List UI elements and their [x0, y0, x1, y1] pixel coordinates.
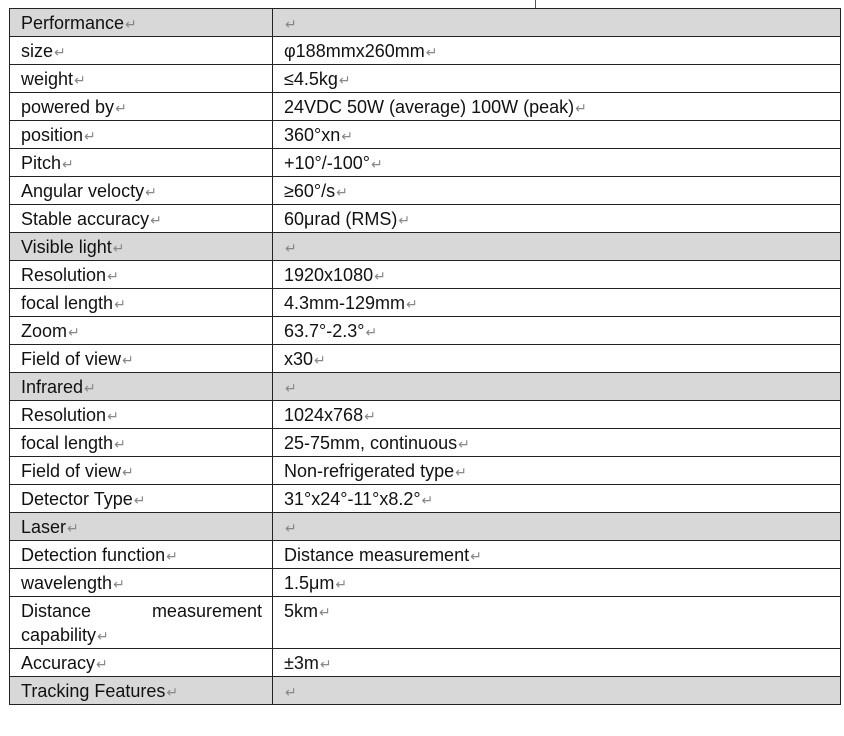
spec-value-text: 1920x1080	[284, 265, 374, 285]
table-row	[10, 149, 841, 177]
paragraph-mark-icon: ↵	[74, 72, 86, 88]
section-row-laser	[10, 513, 841, 541]
spec-value-text: x30	[284, 349, 314, 369]
paragraph-mark-icon: ↵	[68, 324, 80, 340]
table-row	[10, 597, 841, 649]
paragraph-mark-icon: ↵	[335, 576, 348, 592]
spec-value-text: 4.3mm-129mm	[284, 293, 406, 313]
spec-label	[10, 65, 273, 93]
spec-label-text: focal length	[21, 293, 114, 313]
paragraph-mark-icon: ↵	[421, 492, 434, 508]
spec-label-text: powered by	[21, 97, 115, 117]
spec-value	[273, 289, 841, 317]
spec-value	[273, 65, 841, 93]
paragraph-mark-icon: ↵	[364, 408, 376, 424]
paragraph-mark-icon: ↵	[62, 156, 74, 172]
spec-value	[273, 345, 841, 373]
spec-value-text: 60μrad (RMS)	[284, 209, 398, 229]
paragraph-mark-icon: ↵	[338, 72, 351, 88]
paragraph-mark-icon: ↵	[285, 240, 297, 256]
spec-value-text: 24VDC 50W (average) 100W (peak)	[284, 97, 575, 117]
spec-value-text: 31°x24°-11°x8.2°	[284, 489, 421, 509]
paragraph-mark-icon: ↵	[406, 296, 418, 312]
table-row	[10, 485, 841, 513]
spec-value-text: 25-75mm, continuous	[284, 433, 458, 453]
spec-label-text: Infrared	[21, 377, 84, 397]
paragraph-mark-icon: ↵	[370, 156, 383, 172]
paragraph-mark-icon: ↵	[113, 576, 125, 592]
paragraph-mark-icon: ↵	[112, 240, 125, 256]
spec-label-text: size	[21, 41, 54, 61]
paragraph-mark-icon: ↵	[458, 436, 470, 452]
paragraph-mark-icon: ↵	[84, 380, 96, 396]
section-row-infrared	[10, 373, 841, 401]
paragraph-mark-icon: ↵	[319, 604, 331, 620]
spec-value-text: Distance measurement	[284, 545, 470, 565]
spec-label	[10, 541, 273, 569]
spec-label-text: Detector Type	[21, 489, 133, 509]
paragraph-mark-icon: ↵	[470, 548, 482, 564]
table-row	[10, 289, 841, 317]
spec-label	[10, 597, 273, 649]
spec-value	[273, 677, 841, 705]
paragraph-mark-icon: ↵	[374, 268, 386, 284]
spec-value	[273, 485, 841, 513]
paragraph-mark-icon: ↵	[336, 184, 348, 200]
spec-label	[10, 401, 273, 429]
paragraph-mark-icon: ↵	[575, 100, 587, 116]
paragraph-mark-icon: ↵	[107, 268, 119, 284]
spec-value	[273, 401, 841, 429]
spec-label-text: Detection function	[21, 545, 166, 565]
paragraph-mark-icon: ↵	[425, 44, 438, 60]
spec-value-text: 1024x768	[284, 405, 364, 425]
spec-label-text: Resolution	[21, 265, 107, 285]
spec-value	[273, 597, 841, 649]
spec-label	[10, 37, 273, 65]
spec-label-text: Performance	[21, 13, 125, 33]
spec-value	[273, 121, 841, 149]
spec-label-text: Stable accuracy	[21, 209, 150, 229]
spec-label	[10, 345, 273, 373]
spec-value	[273, 205, 841, 233]
paragraph-mark-icon: ↵	[133, 492, 146, 508]
spec-value	[273, 429, 841, 457]
section-heading	[10, 373, 273, 401]
paragraph-mark-icon: ↵	[166, 548, 178, 564]
section-row-tracking-features	[10, 677, 841, 705]
paragraph-mark-icon: ↵	[122, 464, 134, 480]
paragraph-mark-icon: ↵	[54, 44, 66, 60]
spec-label	[10, 149, 273, 177]
spec-label-text: Pitch	[21, 153, 62, 173]
spec-label	[10, 205, 273, 233]
paragraph-mark-icon: ↵	[365, 324, 378, 340]
spec-label-text: weight	[21, 69, 74, 89]
spec-label	[10, 569, 273, 597]
table-row	[10, 649, 841, 677]
table-row	[10, 37, 841, 65]
spec-label-text: focal length	[21, 433, 114, 453]
spec-value	[273, 569, 841, 597]
spec-value-text: 1.5μm	[284, 573, 335, 593]
spec-value	[273, 233, 841, 261]
spec-label-text: Accuracy	[21, 653, 96, 673]
paragraph-mark-icon: ↵	[341, 128, 353, 144]
section-heading	[10, 513, 273, 541]
paragraph-mark-icon: ↵	[114, 436, 126, 452]
paragraph-mark-icon: ↵	[114, 296, 126, 312]
paragraph-mark-icon: ↵	[285, 16, 297, 32]
section-heading	[10, 677, 273, 705]
spec-label	[10, 649, 273, 677]
spec-label-text: Resolution	[21, 405, 107, 425]
table-row	[10, 429, 841, 457]
section-row-performance	[10, 9, 841, 37]
spec-label	[10, 93, 273, 121]
paragraph-mark-icon: ↵	[96, 656, 108, 672]
spec-label-text: Visible light	[21, 237, 112, 257]
spec-label	[10, 261, 273, 289]
paragraph-mark-icon: ↵	[115, 100, 127, 116]
spec-value-text: ≥60°/s	[284, 181, 336, 201]
spec-value-text: ≤4.5kg	[284, 69, 338, 89]
spec-value	[273, 261, 841, 289]
spec-label	[10, 485, 273, 513]
spec-label	[10, 177, 273, 205]
spec-value-text: 360°xn	[284, 125, 341, 145]
spec-value-text: Non-refrigerated type	[284, 461, 455, 481]
spec-label-text: Zoom	[21, 321, 68, 341]
paragraph-mark-icon: ↵	[285, 684, 297, 700]
spec-value-text: ±3m	[284, 653, 319, 673]
table-row	[10, 317, 841, 345]
spec-value	[273, 9, 841, 37]
spec-value-text: 63.7°-2.3°	[284, 321, 365, 341]
table-row	[10, 541, 841, 569]
spec-value-text: 5km	[284, 601, 319, 621]
spec-label	[10, 289, 273, 317]
paragraph-mark-icon: ↵	[122, 352, 134, 368]
paragraph-mark-icon: ↵	[67, 520, 79, 536]
spec-value-text: φ188mmx260mm	[284, 41, 425, 61]
paragraph-mark-icon: ↵	[166, 684, 179, 700]
table-row	[10, 457, 841, 485]
section-heading	[10, 233, 273, 261]
spec-label-text: Tracking Features	[21, 681, 166, 701]
spec-label-text: Field of view	[21, 461, 122, 481]
spec-table	[9, 8, 841, 705]
paragraph-mark-icon: ↵	[145, 184, 157, 200]
section-heading	[10, 9, 273, 37]
spec-value	[273, 457, 841, 485]
table-row	[10, 401, 841, 429]
paragraph-mark-icon: ↵	[150, 212, 162, 228]
paragraph-mark-icon: ↵	[285, 520, 297, 536]
spec-label	[10, 121, 273, 149]
paragraph-mark-icon: ↵	[285, 380, 297, 396]
paragraph-mark-icon: ↵	[125, 16, 137, 32]
paragraph-mark-icon: ↵	[97, 628, 109, 644]
spec-value	[273, 513, 841, 541]
paragraph-mark-icon: ↵	[314, 352, 326, 368]
spec-label	[10, 457, 273, 485]
table-row	[10, 121, 841, 149]
table-row	[10, 261, 841, 289]
spec-label-text: Distance measurement capability	[21, 601, 262, 645]
table-row	[10, 345, 841, 373]
table-row	[10, 177, 841, 205]
spec-value	[273, 649, 841, 677]
paragraph-mark-icon: ↵	[107, 408, 119, 424]
table-row	[10, 93, 841, 121]
spec-label	[10, 429, 273, 457]
spec-label-text: Laser	[21, 517, 67, 537]
table-row	[10, 569, 841, 597]
page-boundary-mark	[535, 0, 536, 8]
section-row-visible-light	[10, 233, 841, 261]
spec-value-text: +10°/-100°	[284, 153, 370, 173]
spec-value	[273, 317, 841, 345]
spec-value	[273, 37, 841, 65]
spec-label-text: Angular velocty	[21, 181, 145, 201]
spec-value	[273, 373, 841, 401]
paragraph-mark-icon: ↵	[398, 212, 411, 228]
spec-label-text: Field of view	[21, 349, 122, 369]
paragraph-mark-icon: ↵	[319, 656, 332, 672]
table-row	[10, 205, 841, 233]
spec-value	[273, 93, 841, 121]
spec-label	[10, 317, 273, 345]
paragraph-mark-icon: ↵	[84, 128, 96, 144]
spec-label-text: wavelength	[21, 573, 113, 593]
paragraph-mark-icon: ↵	[455, 464, 467, 480]
spec-label-text: position	[21, 125, 84, 145]
table-row	[10, 65, 841, 93]
spec-value	[273, 149, 841, 177]
spec-table-body	[10, 9, 841, 705]
spec-value	[273, 541, 841, 569]
spec-value	[273, 177, 841, 205]
